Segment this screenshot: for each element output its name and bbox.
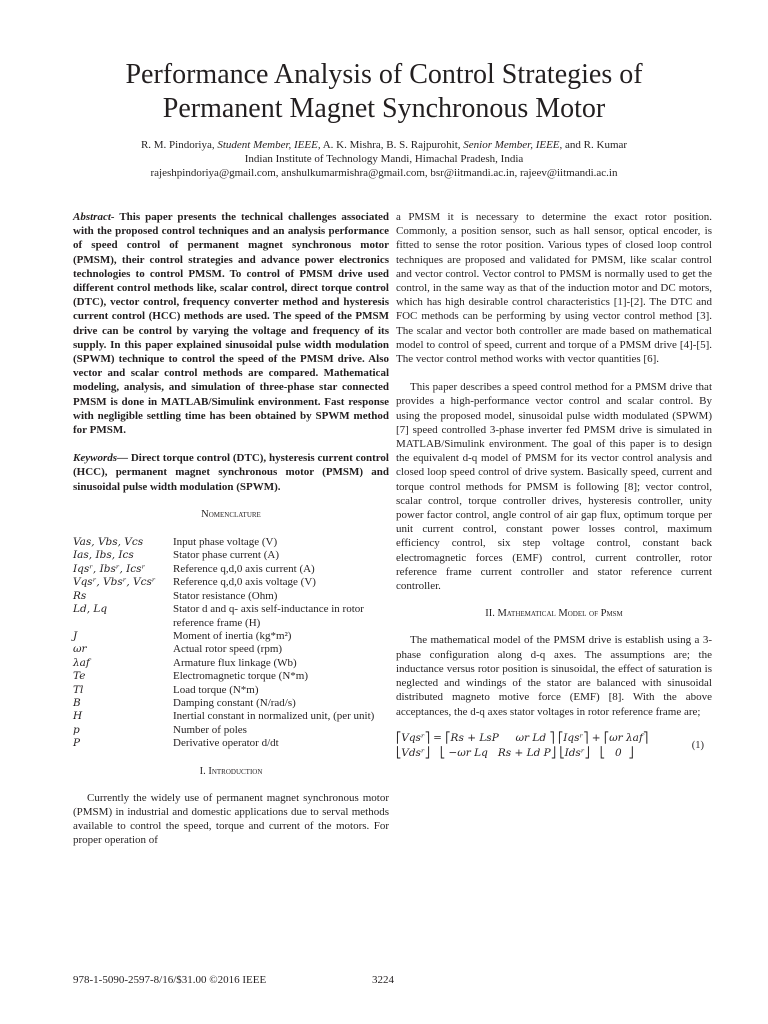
equation-line-2: ⎣Vdsʳ⎦ ⎣ −ωr Lq Rs + Ld P⎦ ⎣Idsʳ⎦ ⎣ 0 ⎦: [396, 746, 634, 759]
nomenclature-description: Moment of inertia (kg*m²): [173, 629, 292, 642]
nomenclature-description: Input phase voltage (V): [173, 536, 278, 549]
page-number: 3224: [372, 974, 394, 986]
nomenclature-row: [73, 684, 389, 697]
affiliation: Indian Institute of Technology Mandi, Himachal Pradesh, India: [244, 153, 524, 165]
author-role-2: Senior Member, IEEE,: [463, 139, 563, 151]
nomenclature-row: [73, 737, 389, 750]
nomenclature-description: Derivative operator d/dt: [173, 737, 279, 750]
nomenclature-row: [73, 710, 389, 723]
nomenclature-description: Number of poles: [173, 723, 247, 736]
nomenclature-description: Actual rotor speed (rpm): [173, 643, 283, 656]
nomenclature-description: Stator d and q- axis self-inductance in rotor reference frame (H): [173, 603, 364, 629]
keywords: [73, 451, 389, 494]
nomenclature-row: [73, 603, 389, 630]
footer-isbn: 978-1-5090-2597-8/16/$31.00 ©2016 IEEE: [73, 974, 267, 986]
keywords-label: Keywords—: [73, 452, 128, 465]
nomenclature-table: [73, 536, 389, 751]
right-paragraph-3: The mathematical model of the PMSM drive is establish using a 3-phase configuration along d-q axes. The assumptions are; the inductance versus rotor position is sinusoidal, the effect of saturation is neglected and windings of the stator are balanced with sinusoidal distributed magneto motive force (EMF) [8]. With the above acceptances, the d-q axes stator voltages in rotor reference frame are;: [396, 634, 712, 718]
nomenclature-symbol: Ias, Ibs, Ics: [73, 549, 134, 562]
nomenclature-symbol: Rs: [73, 589, 87, 602]
nomenclature-description: Inertial constant in normalized unit, (per unit): [173, 710, 375, 723]
nomenclature-symbol: ωr: [73, 643, 87, 656]
nomenclature-description: Armature flux linkage (Wb): [173, 656, 297, 669]
abstract-text: This paper presents the technical challenges associated with the proposed control techniques and an analysis performance of speed control of permanent magnet synchronous motor (PMSM), their control strategies and advance power electronics technologies to control PMSM. To control of PMSM drive used different control methods like, scalar control, direct torque control (DTC), vector control, frequency converter method and hysteresis current control (HCC) methods are used. The speed of the PMSM drive can be control by varying the voltage and frequency of its supply. In this paper explained sinusoidal pulse width modulation (SPWM) technique to control the speed of the PMSM drive. Also vector and scalar control methods are compared. Mathematical modeling, analysis, and simulation of three-phase star connected PMSM is done in MATLAB/Simulink environment. Fast response with negligible settling time has been obtained by SPWM method for PMSM.: [73, 211, 389, 437]
title-line-2: Permanent Magnet Synchronous Motor: [162, 93, 606, 124]
nomenclature-row: [73, 670, 389, 683]
nomenclature-row: [73, 536, 389, 549]
nomenclature-symbol: H: [73, 710, 83, 723]
nomenclature-symbol: p: [73, 723, 80, 736]
author-name-last: and R. Kumar: [562, 139, 628, 151]
nomenclature-symbol: B: [73, 696, 81, 709]
nomenclature-description: Stator phase current (A): [173, 549, 279, 562]
nomenclature-symbol: Vas, Vbs, Vcs: [73, 536, 144, 549]
nomenclature-heading: Nomenclature: [201, 508, 261, 520]
nomenclature-symbol: Ld, Lq: [73, 603, 108, 616]
nomenclature-description: Electromagnetic torque (N*m): [173, 670, 309, 683]
nomenclature-row: [73, 724, 389, 737]
equation-number: (1): [691, 739, 704, 751]
nomenclature-symbol: Te: [73, 670, 86, 683]
author-role-1: Student Member, IEEE,: [217, 139, 321, 151]
paper-title: [40, 58, 728, 126]
nomenclature-description: Stator resistance (Ohm): [173, 589, 278, 602]
left-column: [73, 210, 389, 848]
introduction-heading: I. Introduction: [199, 765, 263, 777]
nomenclature-row: [73, 563, 389, 576]
equation-1: [396, 729, 712, 773]
nomenclature-row: [73, 576, 389, 589]
nomenclature-symbol: Tl: [73, 683, 84, 696]
keywords-text: Direct torque control (DTC), hysteresis current control (HCC), permanent magnet synchronous motor (PMSM) and sinusoidal pulse width modulation (SPWM).: [73, 452, 389, 493]
nomenclature-description: Reference q,d,0 axis voltage (V): [173, 576, 316, 589]
intro-paragraph: Currently the widely use of permanent magnet synchronous motor (PMSM) in industrial and domestic applications due to serval methods available to control the speed, torque and current of the motors. For proper operation of: [73, 791, 389, 847]
nomenclature-symbol: J: [73, 629, 78, 642]
nomenclature-description: Reference q,d,0 axis current (A): [173, 562, 315, 575]
nomenclature-description: Damping constant (N/rad/s): [173, 696, 296, 709]
abstract: [73, 210, 389, 437]
nomenclature-row: [73, 549, 389, 562]
right-column: [396, 210, 712, 773]
title-line-1: Performance Analysis of Control Strategies of: [125, 59, 643, 90]
equation-body: [396, 731, 648, 761]
nomenclature-symbol: Vqsʳ, Vbsʳ, Vcsʳ: [73, 576, 156, 589]
right-paragraph-1: a PMSM it is necessary to determine the exact rotor position. Commonly, a position sensor, such as hall sensor, optical encoder, is fitted to sense the rotor position. Various types of closed loop control techniques are proposed and validated for PMSM, like scalar control and vector control. Vector control to PMSM is normally used to get the control, in the same way as that of the induction motor and DC motors, which has high desirable control characteristics [1]-[2]. The DTC and FOC methods can be performing by using vector control method [3]. The scalar and vector both controller are made based on mathematical model to control of speed, current and torque of a PMSM drive [4]-[5]. The vector control method works with vector quantities [6].: [396, 211, 712, 366]
nomenclature-symbol: Iqsʳ, Ibsʳ, Icsʳ: [73, 562, 146, 575]
author-names-2: A. K. Mishra, B. S. Rajpurohit,: [320, 139, 464, 151]
nomenclature-row: [73, 657, 389, 670]
equation-line-1: ⎡Vqsʳ⎤ = ⎡Rs + LsP ωr Ld ⎤ ⎡Iqsʳ⎤ + ⎡ωr λaf⎤: [396, 731, 649, 744]
author-line: [40, 138, 728, 152]
right-paragraph-2: This paper describes a speed control method for a PMSM drive that provides a high-performance vector control and scalar control. By using the proposed model, sinusoidal pulse width modulated (SPWM) [7] speed controlled 3-phase inverter fed PMSM drive is simulated in MATLAB/Simulink environment. The goal of this paper is to design the equivalent d-q model of PMSM for its vector control analysis and closed loop speed control of drive system. Basically speed, current and torque control methods for PMSM is following [8]; vector control, scalar control, torque controller drives, hysteresis controller, unity power factor control, angle control of air gap flux, optimum torque per unit current control, constant power losses control, maximum efficiency control, six step voltage control, constant back electromagnetic forces (EMF) control, current controller, rotor reference frame current controller and stator reference current controller.: [396, 381, 712, 593]
nomenclature-row: [73, 630, 389, 643]
section-2-heading: II. Mathematical Model of Pmsm: [485, 608, 623, 620]
abstract-label: Abstract-: [73, 211, 115, 223]
nomenclature-symbol: P: [73, 737, 81, 750]
nomenclature-row: [73, 697, 389, 710]
author-emails: rajeshpindoriya@gmail.com, anshulkumarmishra@gmail.com, bsr@iitmandi.ac.in, rajeev@iitmandi.ac.in: [150, 167, 618, 179]
author-name-1: R. M. Pindoriya,: [140, 139, 218, 151]
nomenclature-row: [73, 643, 389, 656]
nomenclature-description: Load torque (N*m): [173, 683, 259, 696]
nomenclature-row: [73, 590, 389, 603]
author-block: [40, 138, 728, 180]
nomenclature-symbol: λaf: [73, 656, 90, 669]
